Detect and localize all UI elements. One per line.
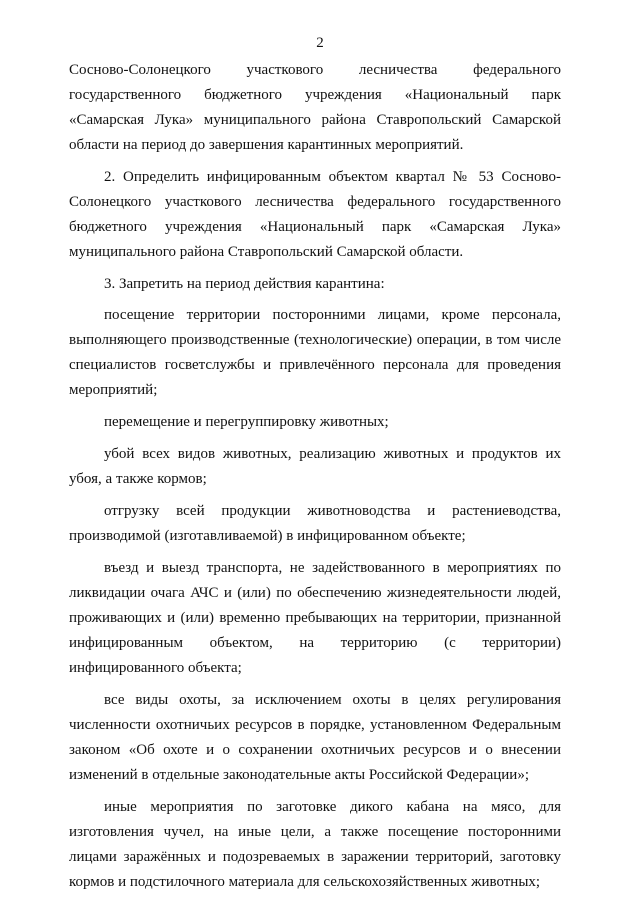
paragraph-item-3: 3. Запретить на период действия карантина: xyxy=(104,276,385,292)
paragraph-item-2: 2. Определить инфицированным объектом квартал № 53 Сосново-Солонецкого участкового лесничества федерального государственного бюджетного учреждения «Национальный парк «Самарская Лука» муниципального района Ставропольский Самарской области. xyxy=(69,169,561,260)
paragraph-prohibition-slaughter: убой всех видов животных, реализацию животных и продуктов их убоя, а также кормов; xyxy=(69,446,561,487)
paragraph-prohibition-other: иные мероприятия по заготовке дикого кабана на мясо, для изготовления чучел, на иные цели, а также посещение посторонними лицами заражённых и подозреваемых в заражении территорий, заготовку кормов и подстилочного материала для сельскохозяйственных животных; xyxy=(69,799,561,890)
paragraph-continuation: Сосново-Солонецкого участкового лесничества федерального государственного бюджетного учреждения «Национальный парк «Самарская Лука» муниципального района Ставропольский Самарской области на период до завершения карантинных мероприятий. xyxy=(69,62,561,153)
document-body xyxy=(69,58,561,902)
paragraph-prohibition-hunting: все виды охоты, за исключением охоты в целях регулирования численности охотничьих ресурсов в порядке, установленном Федеральным законом «Об охоте и о сохранении охотничьих ресурсов и о внесении изменений в отдельные законодательные акты Российской Федерации»; xyxy=(69,692,561,783)
paragraph-prohibition-shipment: отгрузку всей продукции животноводства и растениеводства, производимой (изготавливаемой) в инфицированном объекте; xyxy=(69,503,561,544)
page-number: 2 xyxy=(316,35,324,51)
paragraph-prohibition-movement: перемещение и перегруппировку животных; xyxy=(104,414,389,430)
paragraph-prohibition-visits: посещение территории посторонними лицами, кроме персонала, выполняющего производственные (технологические) операции, в том числе специалистов госветслужбы и привлечённого персонала для проведения мероприятий; xyxy=(69,307,561,398)
paragraph-prohibition-transport: въезд и выезд транспорта, не задействованного в мероприятиях по ликвидации очага АЧС и (или) по обеспечению жизнедеятельности людей, проживающих и (или) временно пребывающих на территории, признанной инфицированным объектом, на территорию (с территории) инфицированного объекта; xyxy=(69,560,561,676)
